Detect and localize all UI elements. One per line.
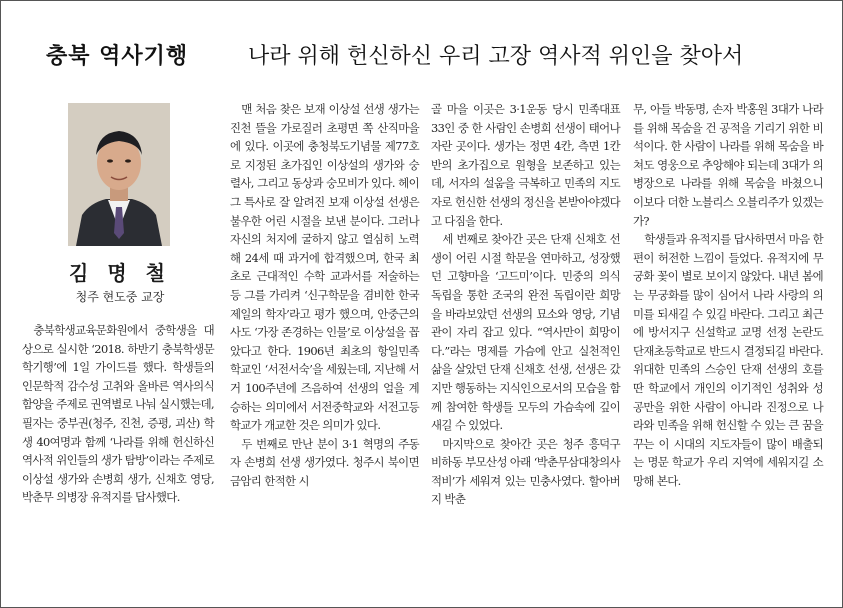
section-label: 충북 역사기행 [46,44,189,69]
paragraph: 마지막으로 찾아간 곳은 청주 흥덕구 비하동 부모산성 아래 ‘박춘무삼대창의사적비’가 세워져 있는 민충사였다. 할아버지 박춘 [431,436,620,507]
author-name: 김 명 철 [69,261,171,285]
article-headline: 나라 위해 헌신하신 우리 고장 역사적 위인을 찾아서 [248,44,744,69]
paragraph: 충북학생교육문화원에서 중학생을 대상으로 실시한 ‘2018. 하반기 충북학생문학기행’에 1일 가이드를 했다. 학생들의 인문학적 감수성 고취와 올바른 역사의식 함양을 주제로 권역별로 나눠 실시했는데, 필자는 중부권(청주, 진천, 증평, 괴산) 학생 40여명과 함께 ‘나라를 위해 헌신하신 역사적 위인들의 생가 탐방’이라는 주제로 이상설 생가와 손병희 생가, 신채호 영당, 박춘무 의병장 유적지를 답사했다. [22,323,214,505]
paragraph: 골 마을 이곳은 3·1운동 당시 민족대표 33인 중 한 사람인 손병희 선생이 태어나 자란 곳이다. 생가는 정면 4칸, 측면 1칸 반의 초가집으로 원형을 보존하고 있는데, 서자의 설움을 극복하고 민족의 지도자로 헌신한 선생의 정신을 본받아야겠다고 다짐을 한다. [431,102,620,228]
article-header [10,35,830,79]
author-photo [68,103,170,246]
author-title: 청주 현도중 교장 [75,290,165,304]
article-column-4 [633,100,823,490]
article-column-2 [230,100,419,490]
article-column-3 [431,100,620,509]
paragraph: 맨 처음 찾은 보재 이상설 선생 생가는 진천 뜰을 가로질러 초평면 쪽 산직마을에 있다. 이곳에 충청북도기념물 제77호로 지정된 초가집인 이상설의 생가와 숭렬사, 그리고 동상과 숭모비가 있다. 헤이그 특사로 잘 알려진 보재 이상설 선생은 불우한 어린 시절을 보낸 분이다. 그러나 자신의 처지에 굴하지 않고 열심히 노력해 24세 때 과거에 합격했으며, 한국 최초로 근대적인 수학 교과서를 저술하는 등 그를 가리켜 ‘신구학문을 겸비한 한국 제일의 학자’라고 평가 했으며, 안중근의사도 ‘가장 존경하는 인물’로 이상설을 꼽았다고 한다. 1906년 최초의 항일민족 학교인 ‘서전서숙’을 세웠는데, 지난해 서거 100주년에 즈음하여 선생의 얼을 계승하는 의미에서 서전중학교와 서전고등학교가 개교한 것은 의미가 있다. [230,102,419,433]
paragraph: 학생들과 유적지를 답사하면서 마음 한편이 허전한 느낌이 들었다. 유적지에 무궁화 꽃이 별로 보이지 않았다. 내년 봄에는 무궁화를 많이 심어서 나라 사랑의 의미를 되새길 수 있길 바란다. 그리고 최근에 방서지구 신설학교 교명 선정 논란도 단재초등학교로 반드시 결정되길 바란다. 위대한 민족의 스승인 단재 선생의 호를 딴 학교에서 개인의 이기적인 성취와 성공만을 위한 사람이 아니라 진정으로 나라와 민족을 위해 헌신할 수 있는 큰 꿈을 꾸는 이 시대의 지도자들이 많이 배출되는 명문 학교가 우리 지역에 세워지길 소망해 본다. [633,232,823,488]
paragraph: 두 번째로 만난 분이 3·1 혁명의 주동자 손병희 선생 생가였다. 청주시 북이면 금암리 한적한 시 [230,436,419,488]
article-column-1 [22,321,214,507]
paragraph: 무, 아들 박동명, 손자 박홍원 3대가 나라를 위해 목숨을 건 공적을 기리기 위한 비석이다. 한 사람이 나라를 위해 목숨을 바쳐도 영웅으로 추앙해야 되는데 3대가 의병장으로 나라를 위해 목숨을 바쳤으니 이보다 더한 노블리스 오블리주가 있겠는가? [633,102,823,228]
author-portrait-image [68,103,170,246]
paragraph: 세 번째로 찾아간 곳은 단재 신채호 선생이 어린 시절 학문을 연마하고, 성장했던 고향마을 ‘고드미’이다. 민중의 의식 독립을 통한 조국의 완전 독립이란 희망을 바라보았던 선생의 묘소와 영당, 기념관이 자리 잡고 있다. “역사만이 희망이다.”라는 명제를 가슴에 안고 실천적인 삶을 살았던 단재 신채호 선생, 선생은 갔지만 행동하는 지식인으로서의 모습을 함께 참여한 학생들 모두의 가슴속에 깊이 새길 수 있었다. [431,232,620,433]
